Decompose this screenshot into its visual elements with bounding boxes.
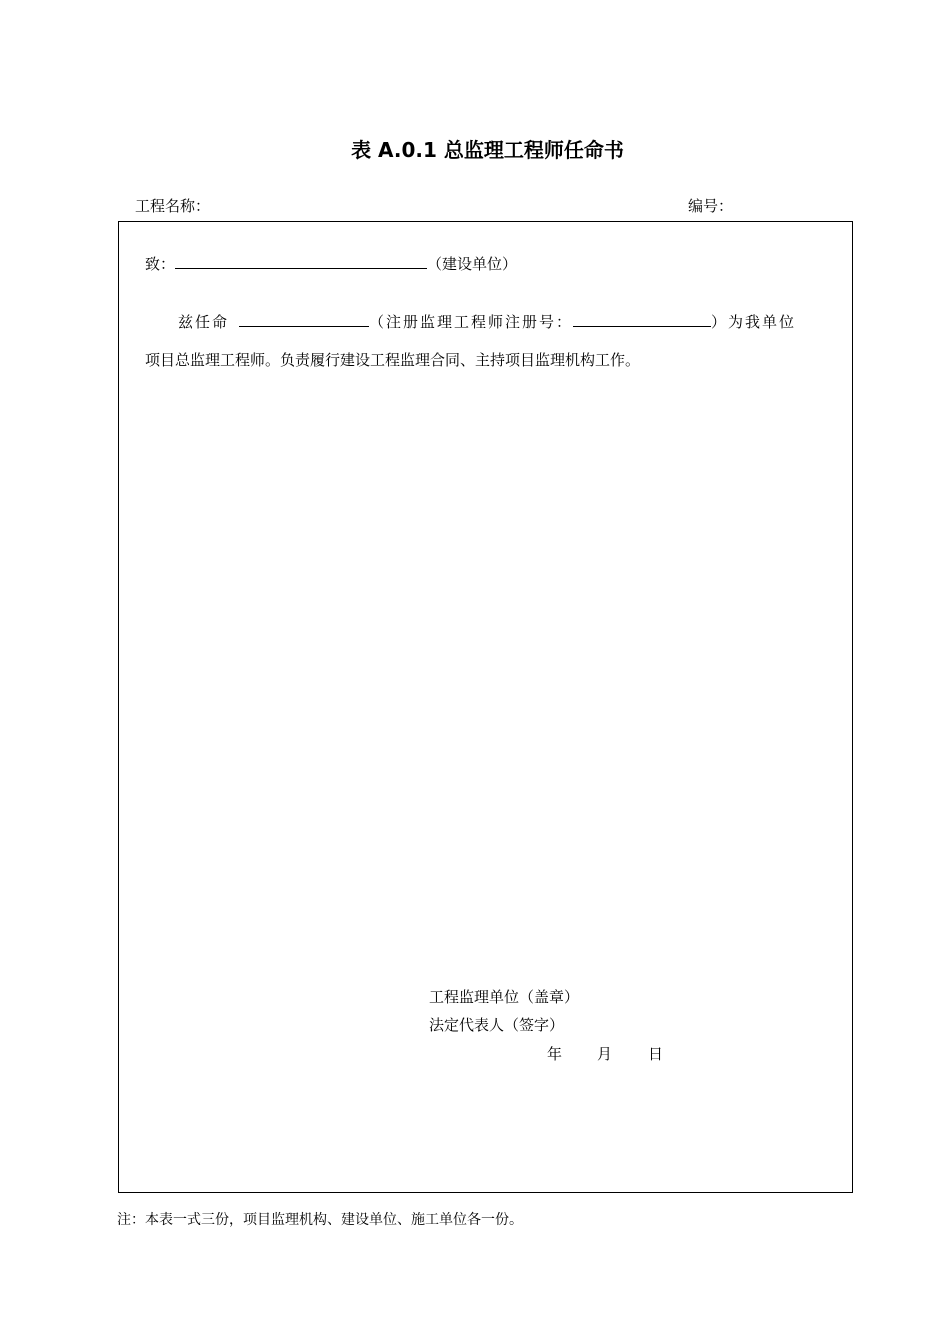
duty-line: 项目总监理工程师。负责履行建设工程监理合同、主持项目监理机构工作。: [145, 351, 641, 369]
number-label: 编号：: [688, 197, 734, 215]
date-year: 年: [547, 1045, 563, 1063]
supervision-unit-seal: 工程监理单位（盖章）: [429, 988, 580, 1006]
registration-label: （注册监理工程师注册号：: [369, 313, 574, 331]
document-title: 表 A.0.1 总监理工程师任命书: [351, 138, 624, 162]
to-label: 致：: [145, 255, 176, 273]
date-month: 月: [597, 1045, 613, 1063]
date-day: 日: [648, 1045, 664, 1063]
project-name-label: 工程名称：: [135, 197, 211, 215]
recipient-blank[interactable]: [175, 256, 427, 269]
appoint-prefix: 兹任命: [178, 313, 230, 331]
registration-number-blank[interactable]: [573, 314, 711, 327]
footnote: 注：本表一式三份，项目监理机构、建设单位、施工单位各一份。: [117, 1212, 523, 1228]
recipient-line: [145, 253, 517, 274]
legal-representative-signature: 法定代表人（签字）: [429, 1016, 565, 1034]
recipient-suffix: （建设单位）: [427, 255, 518, 273]
appointment-line: [178, 311, 796, 332]
appointee-blank[interactable]: [239, 314, 369, 327]
appoint-suffix: ）为我单位: [711, 313, 797, 331]
